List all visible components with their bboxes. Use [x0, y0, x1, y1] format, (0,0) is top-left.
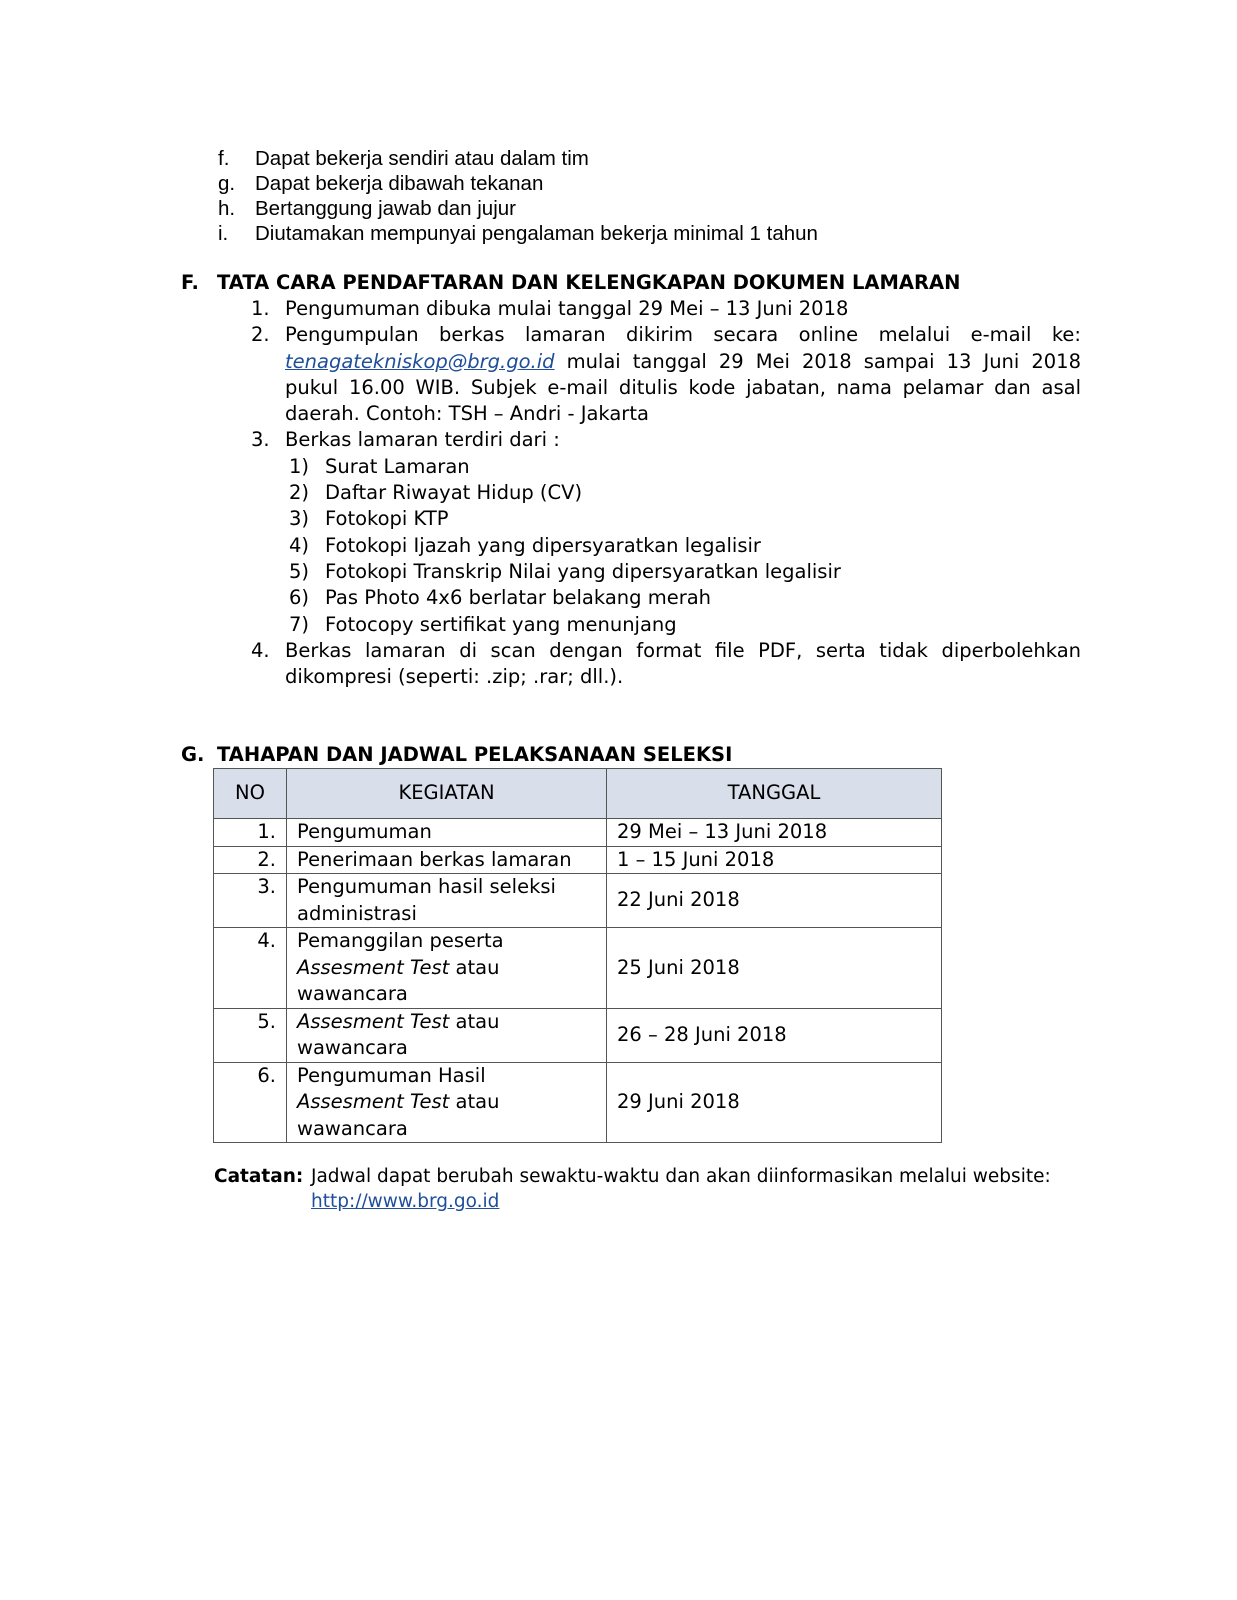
list-item: 2) Daftar Riwayat Hidup (CV): [289, 481, 583, 505]
list-item: 6) Pas Photo 4x6 berlatar belakang merah: [289, 586, 712, 610]
table-row: 2. Penerimaan berkas lamaran 1 – 15 Juni 2018: [214, 846, 942, 874]
procedure-item-1: 1. Pengumuman dibuka mulai tanggal 29 Mei – 13 Juni 2018: [251, 297, 849, 320]
list-item: 3) Fotokopi KTP: [289, 507, 449, 531]
procedure-item-4: 4. Berkas lamaran di scan dengan format file PDF, serta tidak diperbolehkan dikompresi (seperti: .zip; .rar; dll.).: [251, 638, 1081, 689]
document-checklist: [289, 454, 1081, 638]
table-row: 1. Pengumuman 29 Mei – 13 Juni 2018: [214, 819, 942, 847]
list-item: f. Dapat bekerja sendiri atau dalam tim: [218, 147, 589, 170]
note-label: Catatan: [214, 1166, 296, 1187]
list-item: 7) Fotocopy sertifikat yang menunjang: [289, 612, 677, 636]
email-link[interactable]: tenagatekniskop@brg.go.id: [285, 349, 555, 373]
column-header-tanggal: TANGGAL: [607, 769, 942, 819]
procedure-item-3: 3. Berkas lamaran terdiri dari : 1) Surat Lamaran 2) Daftar Riwayat Hidup (CV) 3) Fotokopi KTP 4) Fotokopi Ijazah yang dipersyaratkan legalisir 5) Fotokopi Transkrip Nilai yang dipersyaratkan legalisir 6) Pas Photo 4x6 berlatar belakang merah 7) Fotocopy sertifikat yang menunjang: [251, 427, 1081, 637]
table-row: 4. Pemanggilan peserta Assesment Test atau wawancara 25 Juni 2018: [214, 928, 942, 1009]
section-f-heading: F. TATA CARA PENDAFTARAN DAN KELENGKAPAN DOKUMEN LAMARAN: [181, 271, 961, 294]
list-item: 5) Fotokopi Transkrip Nilai yang dipersyaratkan legalisir: [289, 559, 841, 583]
list-item: h. Bertanggung jawab dan jujur: [218, 197, 516, 220]
requirements-list-continued: [218, 146, 1098, 246]
table-row: 6. Pengumuman Hasil Assesment Test atau wawancara 29 Juni 2018: [214, 1062, 942, 1143]
application-procedure-list: [251, 296, 1081, 690]
list-item: i. Diutamakan mempunyai pengalaman bekerja minimal 1 tahun: [218, 222, 818, 245]
section-f: [181, 270, 1081, 690]
table-row: 5. Assesment Test atau wawancara 26 – 28 Juni 2018: [214, 1008, 942, 1062]
procedure-item-2: 2. Pengumpulan berkas lamaran dikirim secara online melalui e-mail ke: tenagatekniskop@brg.go.id mulai tanggal 29 Mei 2018 sampai 13 Juni 2018 pukul 16.00 WIB. Subjek e-mail ditulis kode jabatan, nama pelamar dan asal daerah. Contoh: TSH – Andri - Jakarta: [251, 323, 1081, 426]
note-text: Jadwal dapat berubah sewaktu-waktu dan akan diinformasikan melalui website:: [311, 1166, 1051, 1187]
website-link[interactable]: http://www.brg.go.id: [311, 1191, 500, 1212]
section-g-heading: G. TAHAPAN DAN JADWAL PELAKSANAAN SELEKSI: [181, 743, 733, 766]
list-item: 4) Fotokopi Ijazah yang dipersyaratkan legalisir: [289, 533, 761, 557]
selection-schedule-table: [213, 768, 942, 1143]
list-item: 1) Surat Lamaran: [289, 454, 470, 478]
table-row: 3. Pengumuman hasil seleksi administrasi 22 Juni 2018: [214, 874, 942, 928]
schedule-note: Catatan: Jadwal dapat berubah sewaktu-waktu dan akan diinformasikan melalui website: http://www.brg.go.id: [214, 1166, 1051, 1212]
column-header-no: NO: [214, 769, 287, 819]
section-g: [181, 742, 1081, 1140]
table-header-row: [214, 769, 942, 819]
list-item: g. Dapat bekerja dibawah tekanan: [218, 172, 544, 195]
column-header-kegiatan: KEGIATAN: [287, 769, 607, 819]
